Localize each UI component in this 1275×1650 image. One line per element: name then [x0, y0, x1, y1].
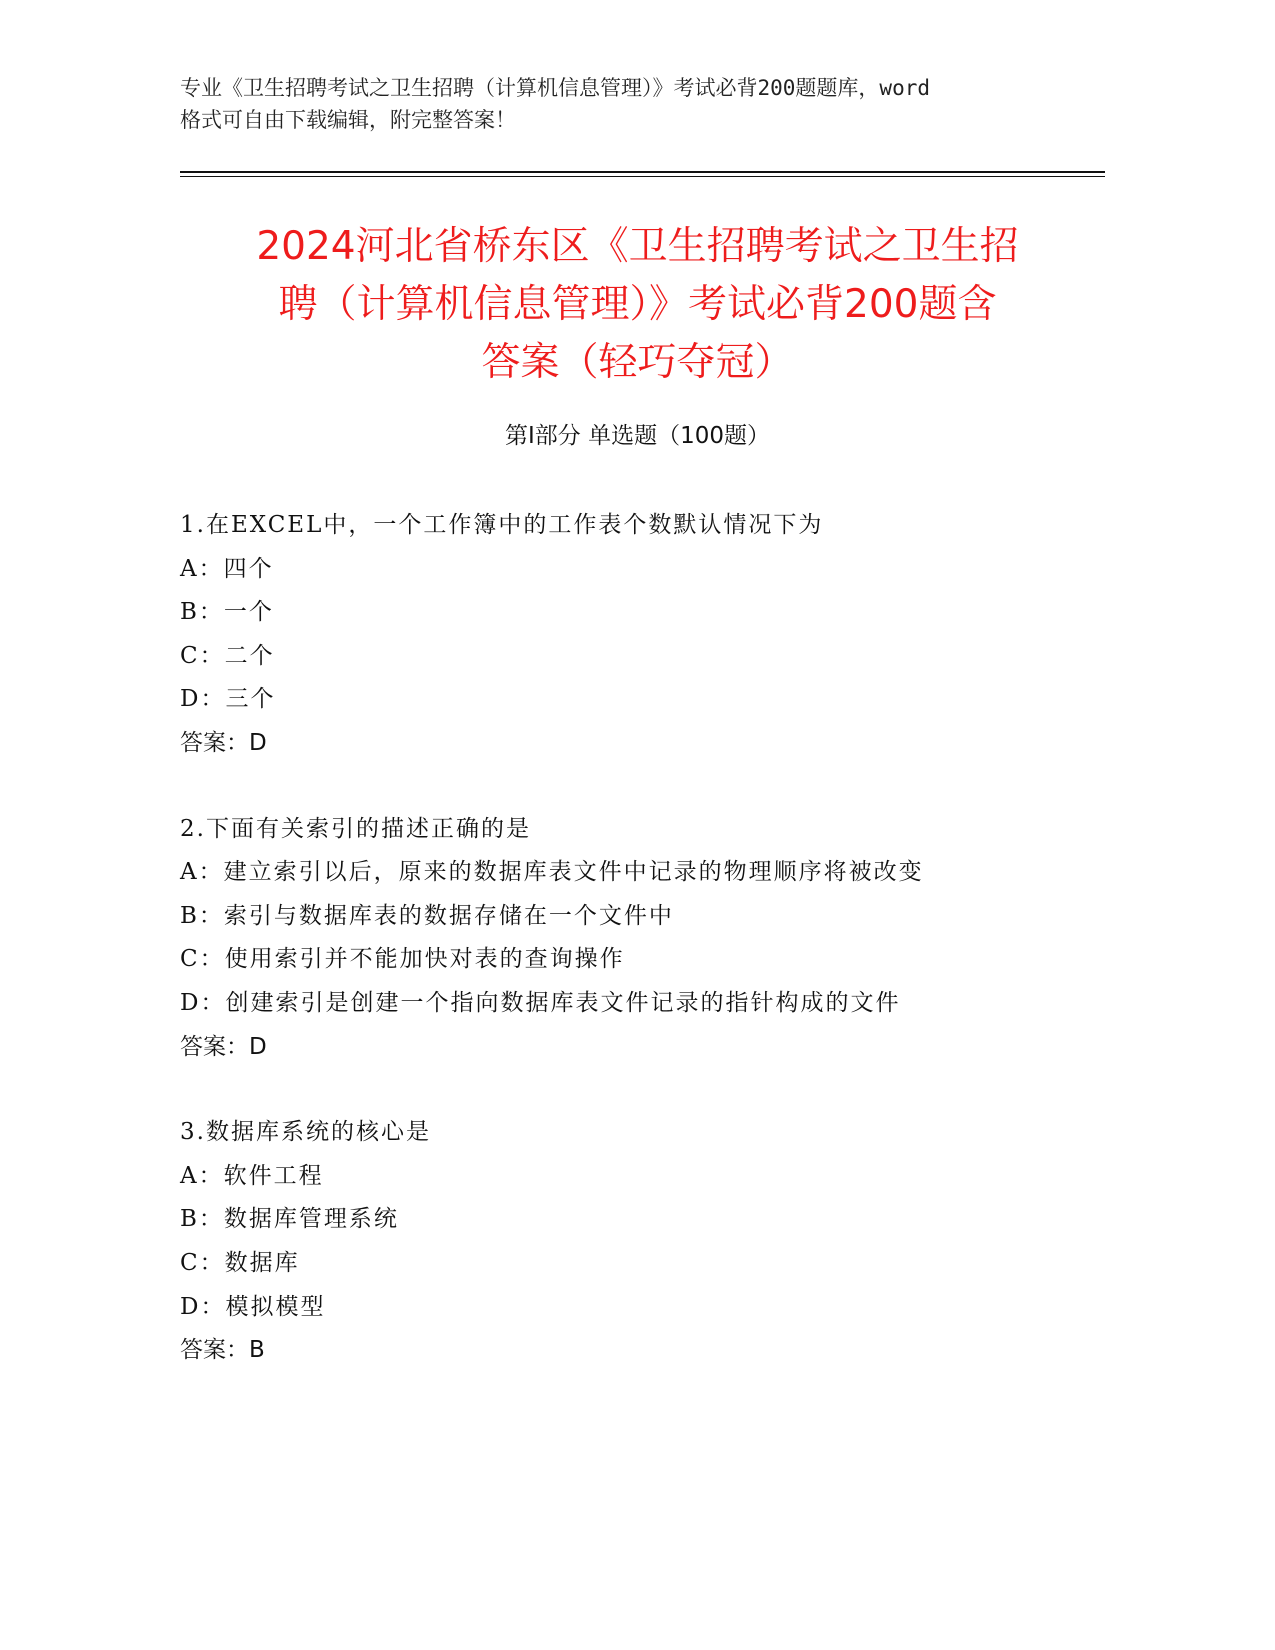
option-d: D：三个 [180, 686, 276, 713]
option-a: A：建立索引以后，原来的数据库表文件中记录的物理顺序将被改变 [180, 859, 924, 886]
option-c: C：使用索引并不能加快对表的查询操作 [180, 946, 625, 973]
question-item [180, 1114, 1080, 1376]
document-title-line-3: 答案（轻巧夺冠） [481, 340, 794, 385]
question-stem: 1.在EXCEL中，一个工作簿中的工作表个数默认情况下为 [180, 512, 824, 538]
answer-line: 答案：D [180, 729, 267, 756]
section-heading: 第Ⅰ部分 单选题（100题） [505, 423, 770, 449]
option-d: D：模拟模型 [180, 1293, 326, 1320]
option-d: D：创建索引是创建一个指向数据库表文件记录的指针构成的文件 [180, 989, 901, 1016]
question-list [180, 507, 1080, 1418]
header-divider-thin [180, 176, 1105, 177]
question-stem: 3.数据库系统的核心是 [180, 1119, 431, 1146]
option-a: A：软件工程 [180, 1162, 324, 1189]
answer-line: 答案：D [180, 1033, 267, 1060]
question-stem: 2.下面有关索引的描述正确的是 [180, 815, 531, 842]
document-title [160, 218, 1115, 392]
answer-line: 答案：B [180, 1337, 265, 1364]
option-b: B：一个 [180, 599, 274, 626]
option-b: B：索引与数据库表的数据存储在一个文件中 [180, 902, 674, 929]
header-note-line-1: 专业《卫生招聘考试之卫生招聘（计算机信息管理）》考试必背200题题库，word [180, 76, 930, 100]
option-b: B：数据库管理系统 [180, 1206, 399, 1233]
header-note [180, 72, 1080, 136]
question-item [180, 507, 1080, 769]
option-c: C：数据库 [180, 1249, 300, 1276]
document-title-line-1: 2024河北省桥东区《卫生招聘考试之卫生招 [256, 224, 1019, 269]
header-note-line-2: 格式可自由下载编辑，附完整答案！ [180, 108, 516, 132]
document-title-line-2: 聘（计算机信息管理）》考试必背200题含 [278, 282, 997, 327]
option-c: C：二个 [180, 642, 275, 669]
option-a: A：四个 [180, 555, 274, 582]
question-item [180, 811, 1080, 1073]
header-divider-thick [180, 171, 1105, 173]
